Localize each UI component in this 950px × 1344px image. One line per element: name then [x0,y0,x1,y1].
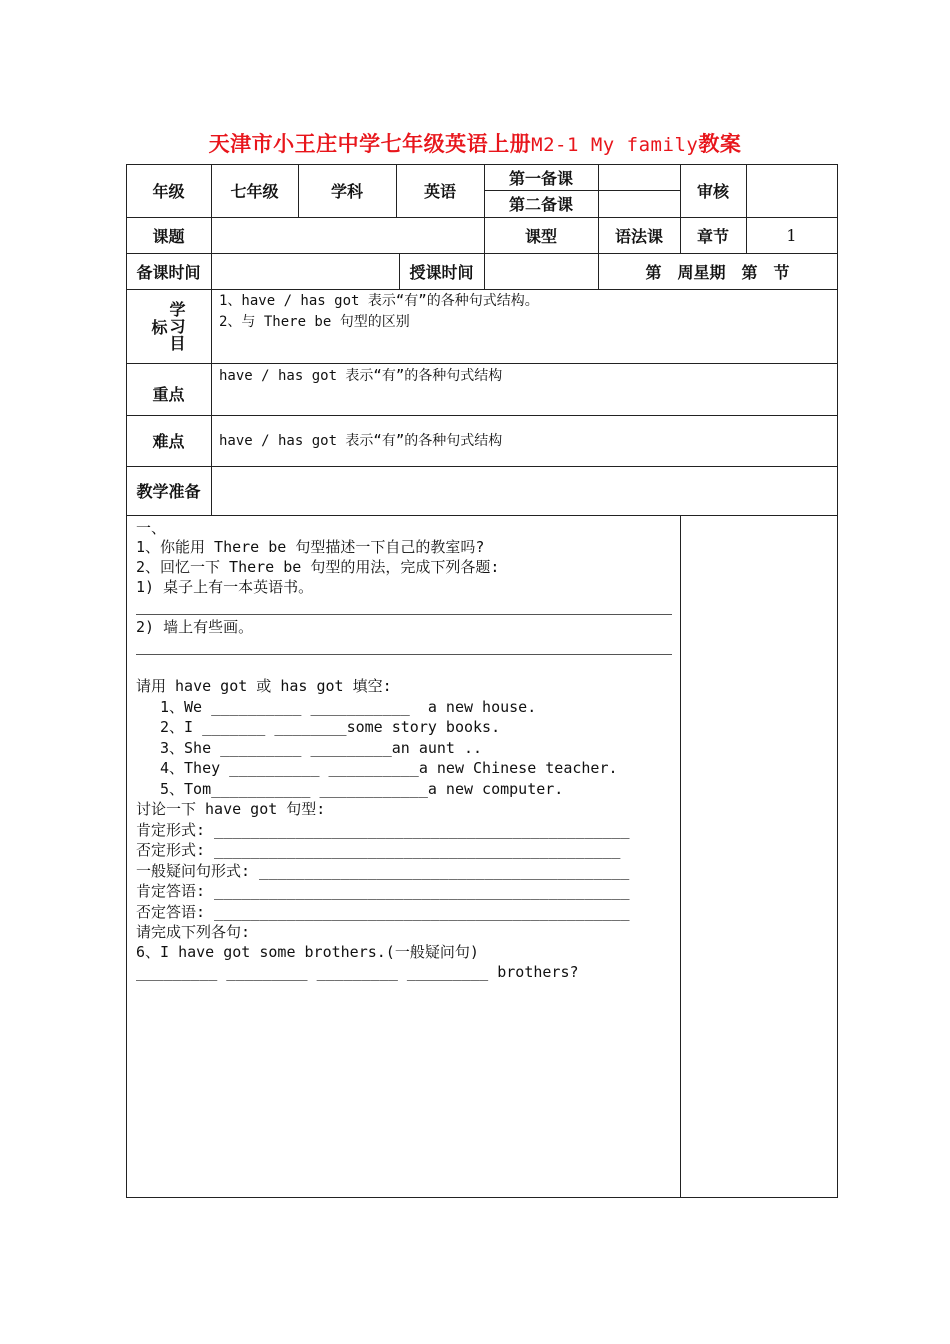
topic-label: 课题 [152,226,185,246]
chapter-label: 章节 [696,226,729,246]
form-negative: 否定形式: _____________________________________________ [136,841,621,859]
title-code: M2-1 My family [531,134,699,156]
goal-2: 2、与 There be 句型的区别 [219,314,410,330]
question-6-answer: _________ _________ _________ _________ brothers? [136,963,579,981]
second-prep-label: 第二备课 [508,195,573,214]
discuss-heading: 讨论一下 have got 句型: [136,800,326,818]
form-question: 一般疑问句形式: _________________________________________ [136,862,630,880]
title-prefix: 天津市小王庄中学七年级英语上册 [208,132,532,156]
title-suffix: 教案 [698,132,742,156]
form-affirmative: 肯定形式: ______________________________________________ [136,821,630,839]
grade-value: 七年级 [230,182,279,201]
form-yes-answer: 肯定答语: ______________________________________________ [136,882,630,900]
chapter-value: 1 [786,225,797,245]
page-title [0,128,950,158]
question-2-1: 1) 桌子上有一本英语书。 [136,578,314,596]
fill-item-4: 4、They __________ __________a new Chinese teacher. [160,759,618,777]
review-label: 审核 [696,182,729,201]
section-marker: 一、 [136,519,167,537]
goals-char-a: 标 [151,317,168,337]
fill-item-5: 5、Tom___________ ____________a new computer. [160,780,564,798]
lesson-type-label: 课型 [524,226,557,246]
complete-heading: 请完成下列各句: [136,923,251,941]
goal-1: 1、have / has got 表示“有”的各种句式结构。 [219,293,539,309]
teach-time-label: 授课时间 [409,262,474,282]
first-prep-label: 第一备课 [508,168,573,188]
prep-time-label: 备课时间 [136,262,201,282]
answer-line-1 [136,614,672,615]
difficulties-value: have / has got 表示“有”的各种句式结构 [219,433,503,449]
goals-char-b: 习 [169,316,186,336]
goals-char-top: 学 [169,299,186,319]
fill-item-1: 1、We __________ ___________ a new house. [160,698,537,716]
difficulties-label: 难点 [152,432,185,451]
question-6: 6、I have got some brothers.(一般疑问句) [136,943,479,961]
fill-item-3: 3、She _________ _________an aunt .. [160,739,483,757]
fill-intro: 请用 have got 或 has got 填空: [136,677,392,695]
lesson-type-value: 语法课 [614,226,663,246]
question-2: 2、回忆一下 There be 句型的用法，完成下列各题: [136,558,500,576]
learning-goals-label [126,289,211,363]
subject-value: 英语 [423,182,456,201]
week-period-text: 第 周星期 第 节 [645,262,790,282]
teaching-prep-label: 教学准备 [136,482,201,501]
fill-item-2: 2、I _______ ________some story books. [160,718,501,736]
answer-line-2 [136,654,672,655]
question-2-2: 2) 墙上有些画。 [136,618,254,636]
question-1: 1、你能用 There be 句型描述一下自己的教室吗? [136,538,485,556]
goals-char-c: 目 [169,333,186,353]
learning-goals-content [219,291,829,333]
grade-label: 年级 [152,182,185,201]
form-no-answer: 否定答语: ______________________________________________ [136,903,630,921]
key-points-value: have / has got 表示“有”的各种句式结构 [219,368,503,384]
subject-label: 学科 [330,182,363,201]
key-points-label: 重点 [152,384,185,404]
